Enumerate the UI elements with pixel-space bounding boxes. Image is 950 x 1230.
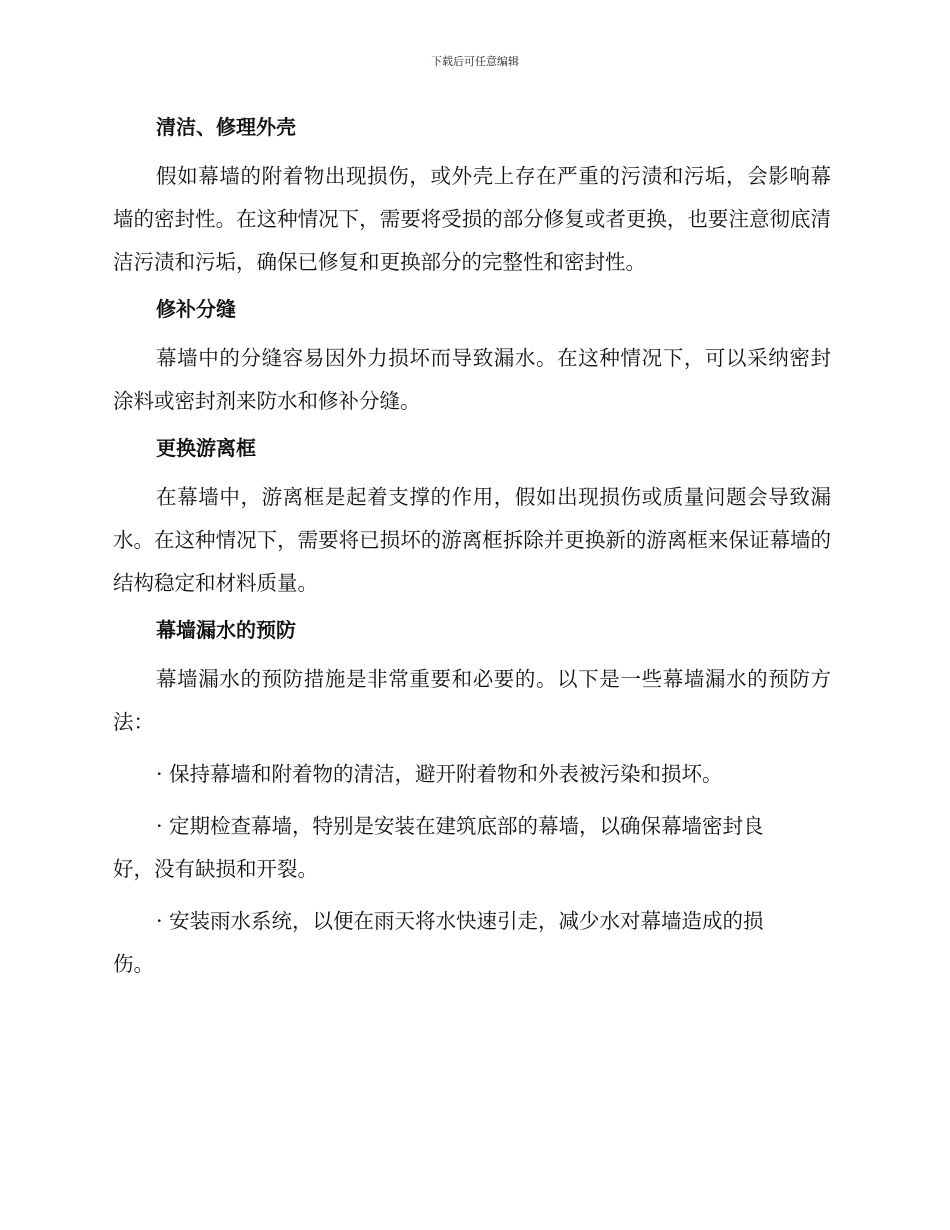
- section-paragraph-clean-repair: 假如幕墙的附着物出现损伤，或外壳上存在严重的污渍和污垢，会影响幕墙的密封性。在这种情况下，需要将受损的部分修复或者更换，也要注意彻底清洁污渍和污垢，确保已修复和更换部分的完整性和密封性。: [113, 164, 831, 274]
- section-heading-clean-repair: 清洁、修理外壳: [156, 115, 296, 139]
- section-paragraph-prevention: 幕墙漏水的预防措施是非常重要和必要的。以下是一些幕墙漏水的预防方法：: [113, 667, 831, 734]
- bullet-item: · 定期检查幕墙，特别是安装在建筑底部的幕墙，以确保幕墙密封良好，没有缺损和开裂。: [113, 814, 764, 881]
- section-heading-repair-joints: 修补分缝: [156, 297, 236, 321]
- page-header: 下载后可任意编辑: [431, 55, 519, 68]
- section-paragraph-repair-joints: 幕墙中的分缝容易因外力损坏而导致漏水。在这种情况下，可以采纳密封涂料或密封剂来防水和修补分缝。: [113, 346, 831, 413]
- bullet-item: · 保持幕墙和附着物的清洁，避开附着物和外表被污染和损坏。: [156, 762, 723, 786]
- section-heading-replace-frame: 更换游离框: [156, 436, 256, 460]
- section-heading-prevention: 幕墙漏水的预防: [156, 618, 296, 642]
- section-paragraph-replace-frame: 在幕墙中，游离框是起着支撑的作用，假如出现损伤或质量问题会导致漏水。在这种情况下，需要将已损坏的游离框拆除并更换新的游离框来保证幕墙的结构稳定和材料质量。: [113, 485, 831, 595]
- bullet-item: · 安装雨水系统，以便在雨天将水快速引走，减少水对幕墙造成的损伤。: [113, 909, 764, 976]
- document-body: [113, 108, 831, 986]
